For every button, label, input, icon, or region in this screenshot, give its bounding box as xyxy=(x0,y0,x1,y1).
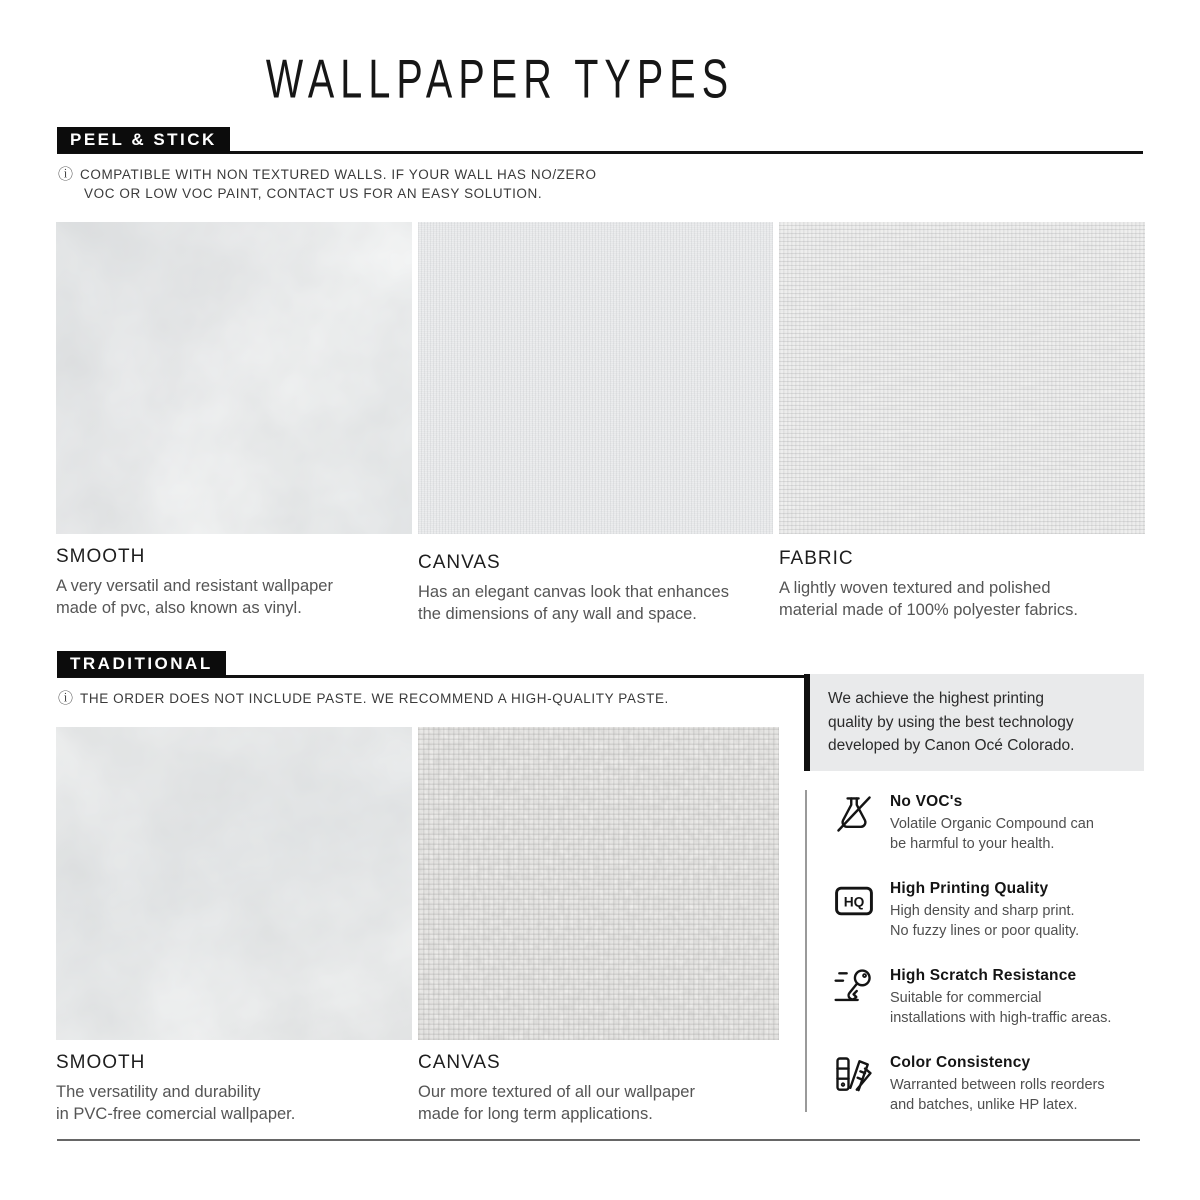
swatch-cell-smooth xyxy=(56,222,412,625)
smooth-texture-image xyxy=(56,222,412,534)
swatch-desc-line: made of pvc, also known as vinyl. xyxy=(56,599,302,617)
section-label-traditional: TRADITIONAL xyxy=(57,651,226,677)
swatch-desc-line: The versatility and durability xyxy=(56,1083,261,1101)
peel-stick-swatch-row xyxy=(56,222,1145,625)
feature-desc-line: installations with high-traffic areas. xyxy=(890,1010,1112,1026)
note-traditional xyxy=(58,689,669,708)
info-icon: ⓘ xyxy=(58,166,74,183)
note-line: COMPATIBLE WITH NON TEXTURED WALLS. IF YOUR WALL HAS NO/ZERO xyxy=(80,167,597,182)
texture-noise xyxy=(56,222,412,534)
swatch-cell-canvas xyxy=(418,727,779,1125)
feature-high-printing-quality xyxy=(832,879,1162,941)
hq-icon xyxy=(832,879,876,923)
feature-desc-line: No fuzzy lines or poor quality. xyxy=(890,923,1080,939)
feature-title: High Scratch Resistance xyxy=(890,967,1077,984)
texture-noise xyxy=(418,727,779,1040)
note-peel-stick xyxy=(58,165,597,203)
svg-text:HQ: HQ xyxy=(843,894,865,910)
feature-color-consistency xyxy=(832,1053,1162,1115)
feature-high-scratch-resistance xyxy=(832,966,1162,1028)
swatch-cell-smooth xyxy=(56,727,412,1125)
swatch-desc-line: A lightly woven textured and polished xyxy=(779,579,1051,597)
page-header xyxy=(0,48,1000,108)
quote-line: quality by using the best technology xyxy=(828,713,1074,731)
swatch-desc-line: Has an elegant canvas look that enhances xyxy=(418,583,729,601)
texture-noise xyxy=(779,222,1145,534)
feature-title: Color Consistency xyxy=(890,1054,1031,1071)
feature-desc-line: Warranted between rolls reorders xyxy=(890,1077,1105,1093)
swatch-cell-canvas xyxy=(418,222,773,625)
sidebar-vertical-rule xyxy=(805,790,807,1112)
feature-list xyxy=(832,792,1162,1140)
swatch-title: SMOOTH xyxy=(56,546,146,567)
feature-desc-line: Suitable for commercial xyxy=(890,990,1042,1006)
swatch-title: SMOOTH xyxy=(56,1052,146,1073)
swatch-title: CANVAS xyxy=(418,552,501,573)
feature-desc-line: and batches, unlike HP latex. xyxy=(890,1097,1078,1113)
note-line: THE ORDER DOES NOT INCLUDE PASTE. WE RECOMMEND A HIGH-QUALITY PASTE. xyxy=(80,691,669,706)
feature-desc-line: Volatile Organic Compound can xyxy=(890,816,1094,832)
fabric-texture-image xyxy=(779,222,1145,534)
swatch-title: CANVAS xyxy=(418,1052,501,1073)
feature-title: High Printing Quality xyxy=(890,880,1049,897)
note-line: VOC OR LOW VOC PAINT, CONTACT US FOR AN EASY SOLUTION. xyxy=(84,186,543,201)
section-label-peel-stick: PEEL & STICK xyxy=(57,127,230,153)
smooth-texture-image xyxy=(56,727,412,1040)
printing-quality-quote-box xyxy=(804,674,1144,771)
scratch-resistance-icon xyxy=(832,966,876,1010)
texture-noise xyxy=(418,222,773,534)
info-icon: ⓘ xyxy=(58,690,74,707)
no-voc-icon xyxy=(832,792,876,836)
swatch-title: FABRIC xyxy=(779,548,854,569)
swatch-cell-fabric xyxy=(779,222,1145,625)
canvas-texture-image xyxy=(418,727,779,1040)
bottom-divider xyxy=(57,1139,1140,1141)
canvas-texture-image xyxy=(418,222,773,534)
page-title: WALLPAPER TYPES xyxy=(265,49,735,110)
swatch-desc-line: in PVC-free comercial wallpaper. xyxy=(56,1105,296,1123)
feature-title: No VOC's xyxy=(890,793,963,810)
swatch-desc-line: material made of 100% polyester fabrics. xyxy=(779,601,1078,619)
traditional-swatch-row xyxy=(56,727,779,1125)
feature-no-voc xyxy=(832,792,1162,854)
quote-line: We achieve the highest printing xyxy=(828,690,1044,707)
swatch-desc-line: made for long term applications. xyxy=(418,1105,653,1123)
feature-desc-line: be harmful to your health. xyxy=(890,836,1055,852)
feature-desc-line: High density and sharp print. xyxy=(890,903,1075,919)
color-consistency-icon xyxy=(832,1053,876,1097)
swatch-desc-line: Our more textured of all our wallpaper xyxy=(418,1083,695,1101)
swatch-desc-line: the dimensions of any wall and space. xyxy=(418,605,697,623)
texture-noise xyxy=(56,727,412,1040)
swatch-desc-line: A very versatil and resistant wallpaper xyxy=(56,577,333,595)
quote-line: developed by Canon Océ Colorado. xyxy=(828,737,1075,754)
